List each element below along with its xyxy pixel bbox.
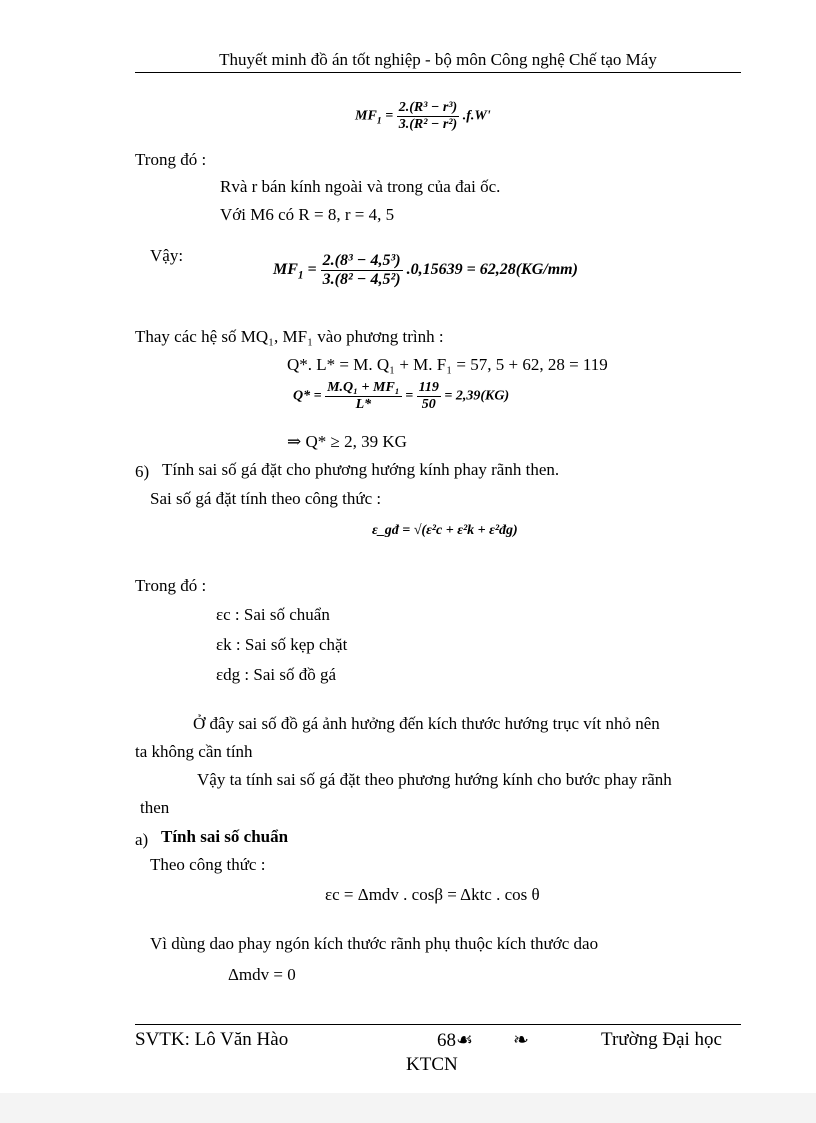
substitute-line: Thay các hệ số MQ₁, MF₁ vào phương trình : xyxy=(135,327,444,346)
trong-do-label: Trong đó : xyxy=(135,150,207,169)
equation-q-l: Q*. L* = M. Q₁ + M. F₁ = 57, 5 + 62, 28 = 119 xyxy=(287,355,608,374)
formula-intro: Sai số gá đặt tính theo công thức : xyxy=(150,489,382,508)
formula-epsilon-gd: ε_gđ = √(ε²c + ε²k + ε²đg) xyxy=(372,523,518,538)
implies-line: ⇒ Q* ≥ 2, 39 KG xyxy=(287,432,407,451)
footer-page-number xyxy=(437,1029,473,1052)
epsilon-c-def: εc : Sai số chuẩn xyxy=(216,605,330,624)
ornament-right-icon: ❧ xyxy=(513,1030,529,1051)
item-a-heading: Tính sai số chuẩn xyxy=(161,827,289,846)
epsilon-k-def: εk : Sai số kẹp chặt xyxy=(216,635,348,654)
page-number: 68 xyxy=(437,1030,456,1051)
header-rule xyxy=(135,72,741,73)
footer-rule xyxy=(135,1024,741,1025)
theo-cong-thuc: Theo công thức : xyxy=(150,855,266,874)
vay-label: Vậy: xyxy=(150,246,184,265)
item-6-heading: Tính sai số gá đặt cho phương hướng kính phay rãnh then. xyxy=(162,460,560,479)
formula-mf1: $MF_1$ = $\frac{\text{2.(R³ − r³)}}{\text{3.(R² − r²)}}$ .f.W' xyxy=(355,100,491,132)
formula-q-star: Q* = $\frac{\text{M.Q₁ + MF₁}}{L*}$ = $\frac{119}{50}$ = 2,39(KG) xyxy=(293,380,510,412)
item-6-number: 6) xyxy=(135,462,150,481)
trong-do-label-2: Trong đó : xyxy=(135,576,207,595)
item-a-number: a) xyxy=(135,830,149,849)
delta-zero: Δmdv = 0 xyxy=(228,965,296,984)
running-header: Thuyết minh đồ án tốt nghiệp - bộ môn Công nghệ Chế tạo Máy xyxy=(219,50,657,69)
footer-school-line-1: Trường Đại học xyxy=(601,1029,722,1050)
m6-values: Với M6 có R = 8, r = 4, 5 xyxy=(220,205,395,224)
footer-author: SVTK: Lô Văn Hào xyxy=(135,1029,289,1050)
epsilon-c-formula: εc = Δmdv . cosβ = Δktc . cos θ xyxy=(325,885,540,904)
paragraph-1-line-1: Ở đây sai số đồ gá ảnh hưởng đến kích thước hướng trục vít nhỏ nên xyxy=(193,714,660,733)
footer-school-line-2: KTCN xyxy=(406,1054,458,1075)
paragraph-2-line-1: Vậy ta tính sai số gá đặt theo phương hướng kính cho bước phay rãnh xyxy=(197,770,672,789)
formula-mf1-calc: $MF_1$ = $\frac{\text{2.(8³ − 4,5³)}}{\text{3.(8² − 4,5²)}}$ .0,15639 = 62,28(KG/mm) xyxy=(273,252,578,288)
epsilon-dg-def: εdg : Sai số đồ gá xyxy=(216,665,336,684)
paragraph-1-line-2: ta không cần tính xyxy=(135,742,253,761)
ornament-left-icon: ☙ xyxy=(456,1030,474,1051)
paragraph-2-line-2: then xyxy=(140,798,170,817)
radius-description: Rvà r bán kính ngoài và trong của đai ốc. xyxy=(220,177,501,196)
cutter-note: Vì dùng dao phay ngón kích thước rãnh phụ thuộc kích thước dao xyxy=(150,934,599,953)
page-bottom-margin xyxy=(0,1093,816,1123)
